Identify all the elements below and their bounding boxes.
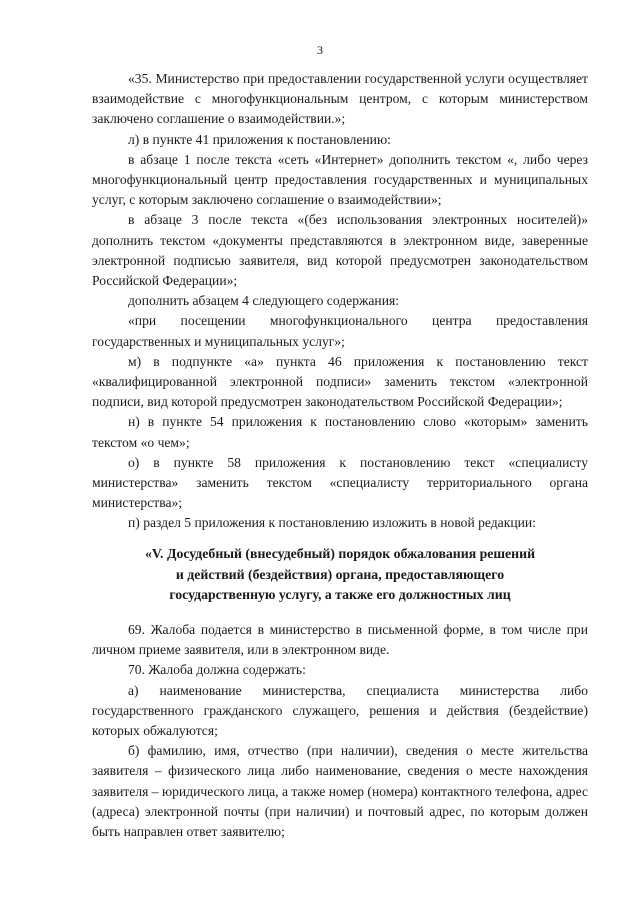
paragraph-abzac-1: в абзаце 1 после текста «сеть «Интернет» дополнить текстом «, либо через многофункциональный центр предоставления государственных и муниципальных услуг, с которым заключено соглашение о взаимодействии»; [92,151,588,208]
paragraph-add-abzac-4: дополнить абзацем 4 следующего содержания: [128,293,399,309]
paragraph-clause-35: «35. Министерство при предоставлении государственной услуги осуществляет взаимодействие с многофункциональным центром, с которым министерством заключено соглашение о взаимодействии.»; [92,71,588,127]
section-body-text [92,620,588,842]
section-heading-line-3: государственную услугу, а также его должностных лиц [169,587,511,602]
paragraph-mfc-visit: «при посещении многофункционального центра предоставления государственных и муниципальных услуг»; [92,313,588,349]
paragraph-clause-69: 69. Жалоба подается в министерство в письменной форме, в том числе при личном приеме заявителя, или в электронном виде. [92,622,588,658]
paragraph-item-l: л) в пункте 41 приложения к постановлению: [128,131,391,147]
paragraph-abzac-3: в абзаце 3 после текста «(без использования электронных носителей)» дополнить текстом «документы представляются в электронном виде, заверенные электронной подписью заявителя, вид которой предусмотрен законодательством Российской Федерации»; [92,212,588,289]
paragraph-clause-70-b: б) фамилию, имя, отчество (при наличии), сведения о месте жительства заявителя – физического лица либо наименование, сведения о месте нахождения заявителя – юридического лица, а также номер (номера) контактного телефона, адрес (адреса) электронной почты (при наличии) и почтовый адрес, по которым должен быть направлен ответ заявителю; [92,743,588,840]
paragraph-clause-70: 70. Жалоба должна содержать: [128,662,306,678]
section-heading-line-1: «V. Досудебный (внесудебный) порядок обжалования решений [144,546,536,561]
amendments-text [92,69,588,534]
paragraph-clause-70-a: а) наименование министерства, специалиста министерства либо государственного гражданского служащего, решения и действия (бездействие) которых обжалуются; [92,682,588,739]
paragraph-item-m: м) в подпункте «а» пункта 46 приложения к постановлению текст «квалифицированной электронной подписи» заменить текстом «электронной подписи, вид которой предусмотрен законодательством Российской Федерации»; [92,353,588,410]
paragraph-item-o: о) в пункте 58 приложения к постановлению текст «специалисту министерства» заменить текстом «специалисту территориального органа министерства»; [92,454,588,511]
section-heading [92,544,588,606]
paragraph-item-p: п) раздел 5 приложения к постановлению изложить в новой редакции: [128,515,536,531]
paragraph-item-n: н) в пункте 54 приложения к постановлению слово «которым» заменить текстом «о чем»; [92,414,588,450]
section-heading-line-2: и действий (бездействия) органа, предоставляющего [175,566,505,582]
page-number: 3 [317,43,323,57]
